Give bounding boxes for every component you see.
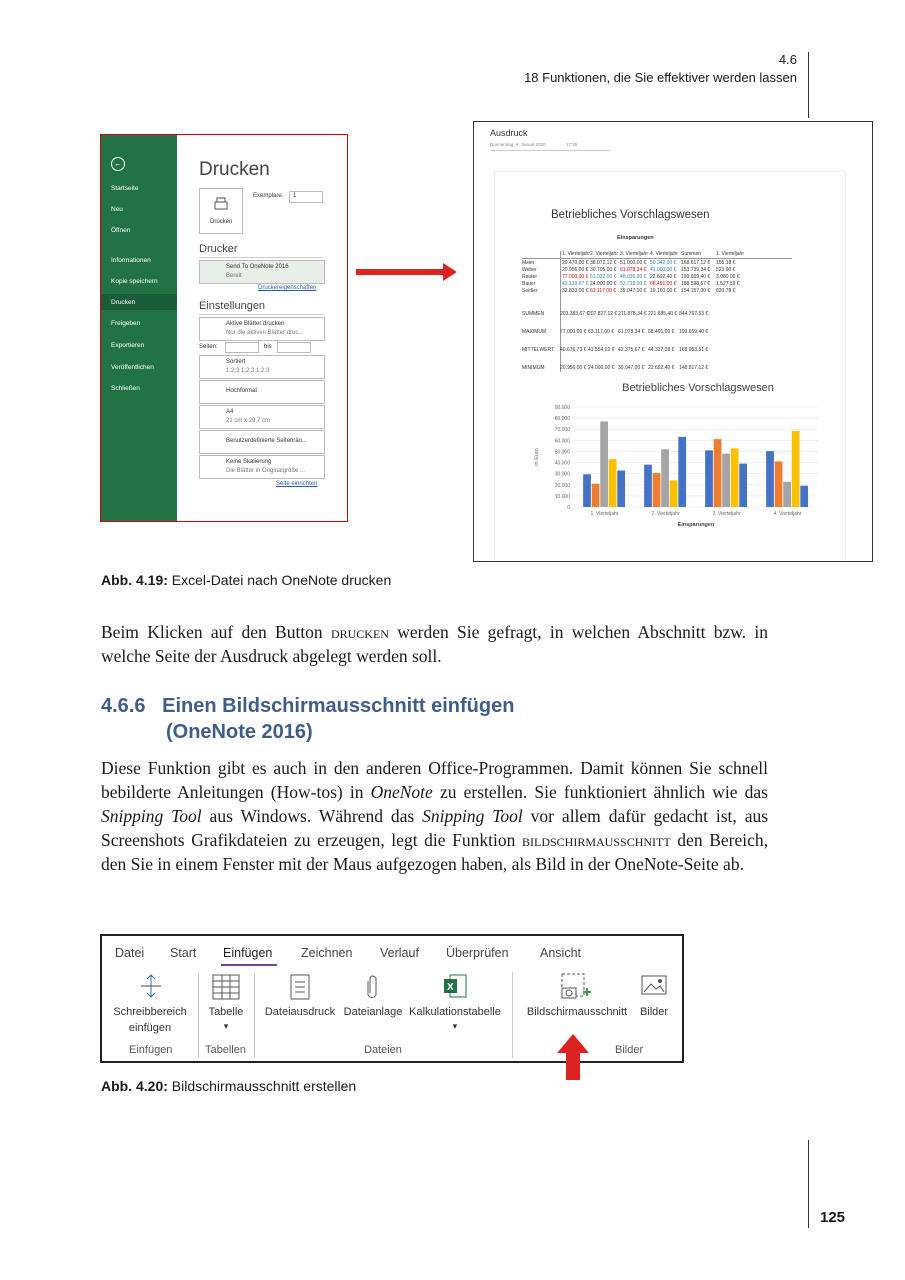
- table-cell: 188.598,67 €: [681, 281, 711, 287]
- setting-label: Benutzerdefinierte Seitenrän...: [226, 438, 308, 444]
- pages-label: Seiten:: [199, 344, 218, 350]
- printer-icon: [213, 197, 229, 213]
- btn-dateiausdruck-label[interactable]: Dateiausdruck: [264, 1006, 336, 1018]
- bar: [592, 484, 600, 507]
- x-tick-label: 4. Vierteljahr: [773, 511, 802, 517]
- onenote-page-title: Ausdruck: [490, 128, 528, 138]
- setting-label: Hochformat: [226, 388, 258, 394]
- excel-icon[interactable]: [442, 973, 468, 999]
- y-axis-label: in Euro: [534, 448, 540, 466]
- table-cell: 168.617,12 €: [681, 260, 711, 266]
- setting-label: Sortiert: [226, 359, 246, 365]
- file-printout-icon[interactable]: [289, 973, 311, 1001]
- table-cell: 153.739,34 €: [681, 267, 711, 273]
- summary-cell: 20.956,00 €: [560, 365, 587, 371]
- heading-line1: Einen Bildschirmausschnitt einfügen: [162, 695, 515, 717]
- insert-space-icon[interactable]: [138, 972, 164, 1000]
- table-icon[interactable]: [212, 974, 240, 1000]
- setting-active-sheets[interactable]: [199, 317, 325, 341]
- x-tick-label: 3. Vierteljahr: [712, 511, 741, 517]
- group-tabellen: Tabellen: [205, 1044, 246, 1056]
- chart-title: Betriebliches Vorschlagswesen: [622, 382, 774, 394]
- onenote-ribbon: [100, 934, 684, 1063]
- table-row-name: Seidler: [522, 288, 538, 294]
- setting-sublabel: 1;2;3 1;2;3 1;2;3: [226, 368, 270, 374]
- pages-to-input[interactable]: [277, 342, 311, 353]
- y-tick-label: 60.000: [554, 438, 570, 445]
- table-header-cell: 1. Vierteljahr: [716, 251, 744, 257]
- summary-cell: 199.659,40 €: [679, 329, 709, 335]
- nav-item-veroeffentlichen[interactable]: Veröffentlichen: [111, 364, 154, 371]
- table-row-name: Bauer: [522, 281, 536, 287]
- tab-einfuegen[interactable]: Einfügen: [223, 946, 273, 960]
- group-separator: [512, 972, 513, 1058]
- smallcaps-term: drucken: [330, 622, 389, 642]
- table-cell: 523.90 €: [716, 267, 736, 273]
- table-cell: 39.047,00 €: [620, 288, 647, 294]
- setting-orientation[interactable]: [199, 380, 325, 404]
- summary-cell: 42.375,67 €: [618, 347, 645, 353]
- text: werden Sie gefragt, in welchen Abschnitt bzw. in welche Seite der Ausdruck abgelegt werden soll.: [101, 622, 769, 666]
- y-tick-label: 40.000: [554, 460, 570, 467]
- copies-input[interactable]: [289, 191, 323, 203]
- copies-value: 1: [293, 193, 297, 199]
- table-header-rule: [522, 258, 792, 259]
- onenote-printout-screenshot: [473, 121, 873, 562]
- bar: [775, 461, 783, 507]
- back-arrow-icon[interactable]: ←: [111, 157, 125, 171]
- printer-name: Send To OneNote 2016: [226, 264, 289, 270]
- bar: [714, 439, 722, 507]
- italic-term: Snipping Tool: [101, 806, 202, 826]
- table-title: Einsparungen: [617, 235, 654, 241]
- page-setup-link[interactable]: Seite einrichten: [276, 481, 318, 487]
- smallcaps-term: bildschirmausschnitt: [522, 830, 671, 850]
- btn-tabelle-label[interactable]: Tabelle: [208, 1006, 244, 1018]
- table-cell: 29.470,00 €: [562, 260, 589, 266]
- text: Diese Funktion gibt es auch in den anderen Office-Programmen. Damit können Sie schnell bebilderte Anleitungen (How-tos) in: [101, 758, 768, 802]
- nav-item-kopie-speichern[interactable]: Kopie speichern: [111, 278, 158, 285]
- picture-icon[interactable]: [640, 974, 668, 1000]
- nav-item-neu[interactable]: Neu: [111, 206, 123, 213]
- table-cell: 820.78 €: [716, 288, 736, 294]
- pages-to-label: bis: [264, 344, 272, 350]
- table-cell: 154.157,00 €: [681, 288, 711, 294]
- summary-cell: 203.383,67 €: [560, 311, 590, 317]
- y-tick-label: 50.000: [554, 449, 570, 456]
- paragraph-print: [101, 620, 768, 668]
- table-cell: 30.705,00 €: [590, 267, 617, 273]
- red-arrow-up-head: [557, 1034, 589, 1053]
- table-cell: 24.000,00 €: [590, 281, 617, 287]
- y-tick-label: 30.000: [554, 471, 570, 478]
- y-tick-label: 80.000: [554, 416, 570, 423]
- figure-caption-4-19: [101, 572, 391, 588]
- excel-print-screenshot: [100, 134, 348, 522]
- nav-item-startseite[interactable]: Startseite: [111, 185, 139, 192]
- backstage-nav: [101, 135, 177, 521]
- table-header-cell: 2. Vierteljahr: [590, 251, 618, 257]
- x-tick-label: 1. Vierteljahr: [590, 511, 619, 517]
- summary-row-name: MINIMUM: [522, 365, 545, 371]
- setting-label: Aktive Blätter drucken: [226, 321, 285, 327]
- screen-clipping-icon[interactable]: [558, 972, 592, 1002]
- text: den Bereich, den Sie in einem Fenster mit der Maus aufgezogen haben, als Bild in der OneNote-Seite ab.: [101, 830, 768, 874]
- section-heading: [101, 693, 514, 745]
- heading-line2: (OneNote 2016): [166, 721, 313, 743]
- red-arrow-right-head: [443, 263, 457, 281]
- summary-cell: 44.337,08 €: [648, 347, 675, 353]
- btn-kalkulationstabelle-label[interactable]: Kalkulationstabelle: [409, 1006, 501, 1018]
- group-bilder: Bilder: [615, 1044, 644, 1056]
- summary-cell: 24.000,00 €: [588, 365, 615, 371]
- onenote-page-date: Donnerstag, 9. Januar 2020: [490, 142, 546, 147]
- table-cell: 50.342,00 €: [650, 260, 677, 266]
- bar: [609, 459, 617, 507]
- group-dateien: Dateien: [364, 1044, 402, 1056]
- printer-properties-link[interactable]: Druckereigenschaften: [258, 285, 317, 291]
- table-cell: 38.072,12 €: [590, 260, 617, 266]
- btn-bildschirmausschnitt-label[interactable]: Bildschirmausschnitt: [526, 1006, 628, 1018]
- bar: [739, 464, 747, 507]
- bar: [600, 421, 608, 507]
- svg-text:X: X: [447, 982, 454, 993]
- summary-row-name: SUMMEN: [522, 311, 545, 317]
- table-cell: 19.160,00 €: [650, 288, 677, 294]
- bar: [766, 451, 774, 507]
- paragraph-snipping: [101, 756, 768, 876]
- summary-cell: 63.117,00 €: [588, 329, 615, 335]
- settings-heading: Einstellungen: [199, 300, 266, 312]
- setting-margins[interactable]: [199, 430, 325, 454]
- running-head-section: 4.6: [778, 52, 797, 67]
- divider: [490, 150, 610, 151]
- bar: [678, 437, 686, 507]
- divider: [199, 257, 323, 258]
- table-header-cell: 1. Vierteljahr: [562, 251, 590, 257]
- printer-status: Bereit: [226, 273, 242, 279]
- text: vor allem dafür gedacht ist, aus Screenshots Grafikdateien zu erzeugen, legt die Funktion: [101, 806, 769, 850]
- summary-cell: 221.685,40 €: [648, 311, 678, 317]
- table-cell: 22.692,40 €: [650, 274, 677, 280]
- tab-verlauf[interactable]: Verlauf: [380, 946, 419, 960]
- x-tick-label: 2. Vierteljahr: [651, 511, 680, 517]
- summary-cell: 168.953,51 €: [679, 347, 709, 353]
- text: Beim Klicken auf den Button: [101, 622, 331, 642]
- tab-zeichnen[interactable]: Zeichnen: [301, 946, 353, 960]
- table-cell: 51.932,00 €: [590, 274, 617, 280]
- setting-sublabel: Nur die aktiven Blätter druc...: [226, 330, 304, 336]
- setting-scaling[interactable]: [199, 455, 325, 479]
- summary-row-name: MITTELWERT: [522, 347, 555, 353]
- text: aus Windows. Während das: [201, 806, 423, 826]
- bar: [644, 465, 652, 507]
- table-cell: 63.117,00 €: [590, 288, 617, 294]
- table-header-cell: Summen: [681, 251, 702, 257]
- summary-cell: 40.676,73 €: [560, 347, 587, 353]
- figure-caption-4-20: [101, 1078, 356, 1094]
- text: zu erstellen. Sie funktioniert ähnlich wie das: [432, 782, 768, 802]
- nav-item-schliessen[interactable]: Schließen: [111, 385, 140, 392]
- active-tab-underline: [221, 964, 277, 966]
- tab-ueberpruefen[interactable]: Überprüfen: [446, 946, 509, 960]
- setting-collated[interactable]: [199, 355, 325, 379]
- printer-select[interactable]: [199, 260, 325, 284]
- btn-schreibbereich-label2[interactable]: einfügen: [128, 1022, 172, 1034]
- page-number: 125: [820, 1209, 846, 1226]
- table-cell: 41.000,00 €: [650, 267, 677, 273]
- group-separator: [198, 972, 199, 1058]
- divider: [199, 314, 323, 315]
- summary-cell: 68.491,00 €: [648, 329, 675, 335]
- bar: [705, 450, 713, 507]
- table-row-name: Weber: [522, 267, 537, 273]
- summary-cell: 211.878,34 €: [618, 311, 647, 317]
- caption-label: Abb. 4.19:: [101, 572, 168, 588]
- print-button-label: Drucken: [210, 219, 233, 225]
- setting-paper-size[interactable]: [199, 405, 325, 429]
- tab-datei[interactable]: Datei: [115, 946, 145, 960]
- y-tick-label: 10.000: [554, 493, 570, 500]
- setting-label: Keine Skalierung: [226, 459, 272, 465]
- savings-chart: [528, 377, 828, 542]
- chevron-down-icon[interactable]: ▾: [223, 1021, 229, 1031]
- summary-cell: 39.047,00 €: [618, 365, 645, 371]
- x-axis-label: Einsparungen: [677, 522, 715, 528]
- summary-cell: 77.000,00 €: [560, 329, 587, 335]
- running-head-title: 18 Funktionen, die Sie effektiver werden lassen: [524, 70, 797, 85]
- heading-number: 4.6.6: [101, 695, 146, 717]
- table-cell: 77.000,00 €: [562, 274, 589, 280]
- table-cell: 52.718,00 €: [620, 281, 647, 287]
- bar: [783, 482, 791, 507]
- table-header-cell: 4. Vierteljahr: [650, 251, 678, 257]
- nav-item-oeffnen[interactable]: Öffnen: [111, 227, 131, 234]
- caption-label: Abb. 4.20:: [101, 1078, 168, 1094]
- copies-label: Exemplare:: [253, 193, 284, 199]
- table-header-cell: 3. Vierteljahr: [620, 251, 648, 257]
- y-tick-label: 70.000: [554, 427, 570, 434]
- summary-row-name: MAXIMUM: [522, 329, 547, 335]
- summary-cell: 22.692,40 €: [648, 365, 675, 371]
- table-cell: 20.956,00 €: [562, 267, 589, 273]
- bar: [722, 454, 730, 507]
- y-tick-label: 20.000: [554, 482, 570, 489]
- group-separator: [254, 972, 255, 1058]
- chevron-down-icon[interactable]: ▾: [452, 1021, 458, 1031]
- nav-item-freigeben[interactable]: Freigeben: [111, 320, 141, 327]
- setting-sublabel: 21 cm x 29,7 cm: [226, 418, 271, 424]
- red-arrow-up: [566, 1052, 580, 1080]
- nav-item-drucken[interactable]: Drucken: [111, 299, 136, 306]
- onenote-page-time: 17:35: [566, 142, 578, 147]
- bar: [661, 449, 669, 507]
- table-cell: 68.491,00 €: [650, 281, 677, 287]
- table-row-name: Reuter: [522, 274, 538, 280]
- summary-cell: 207.827,12 €: [588, 311, 618, 317]
- table-cell: 61.078,34 €: [620, 267, 647, 273]
- summary-cell: 148.817,12 €: [679, 365, 709, 371]
- tab-ansicht[interactable]: Ansicht: [540, 946, 581, 960]
- bar: [792, 431, 800, 507]
- summary-cell: 61.078,34 €: [618, 329, 645, 335]
- summary-cell: 41.554,02 €: [588, 347, 615, 353]
- table-cell: 1.527.59 €: [716, 281, 740, 287]
- bar: [583, 474, 591, 507]
- table-cell: 43.139,67 €: [562, 281, 589, 287]
- table-cell: 51.000,00 €: [620, 260, 647, 266]
- table-row-name: Meier: [522, 260, 535, 266]
- bar: [800, 486, 808, 507]
- setting-sublabel: Die Blätter in Originalgröße ...: [226, 468, 306, 474]
- red-arrow-right: [356, 269, 444, 275]
- table-cell: 155.18 €: [716, 260, 736, 266]
- bar: [670, 480, 678, 507]
- bar: [731, 448, 739, 507]
- caption-text: Bildschirmausschnitt erstellen: [167, 1078, 357, 1094]
- italic-term: OneNote: [370, 782, 433, 802]
- y-tick-label: 90.000: [554, 405, 570, 411]
- table-cell: 48.035,00 €: [620, 274, 647, 280]
- btn-bilder-label[interactable]: Bilder: [639, 1006, 669, 1018]
- nav-item-exportieren[interactable]: Exportieren: [111, 342, 145, 349]
- caption-text: Excel-Datei nach OneNote drucken: [167, 572, 392, 588]
- sheet-title: Betriebliches Vorschlagswesen: [551, 209, 710, 221]
- italic-term: Snipping Tool: [422, 806, 523, 826]
- print-button[interactable]: [199, 188, 243, 234]
- tab-start[interactable]: Start: [170, 946, 197, 960]
- nav-item-informationen[interactable]: Informationen: [111, 257, 151, 264]
- table-cell: 199.659,40 €: [681, 274, 711, 280]
- btn-dateianlage-label[interactable]: Dateianlage: [343, 1006, 403, 1018]
- printer-heading: Drucker: [199, 243, 238, 255]
- footer-rule: [808, 1140, 809, 1228]
- paperclip-icon[interactable]: [364, 973, 380, 1001]
- setting-label: A4: [226, 409, 234, 415]
- table-cell: 3.080.00 €: [716, 274, 740, 280]
- bar: [653, 473, 661, 507]
- summary-cell: 844.767,53 €: [679, 311, 709, 317]
- group-einfuegen: Einfügen: [129, 1044, 173, 1056]
- y-tick-label: 0: [567, 505, 570, 511]
- btn-schreibbereich-label1[interactable]: Schreibbereich: [113, 1006, 187, 1018]
- pages-from-input[interactable]: [225, 342, 259, 353]
- print-title: Drucken: [199, 159, 270, 180]
- table-cell: 32.833,00 €: [562, 288, 589, 294]
- bar: [617, 471, 625, 507]
- running-head-rule: [808, 52, 809, 118]
